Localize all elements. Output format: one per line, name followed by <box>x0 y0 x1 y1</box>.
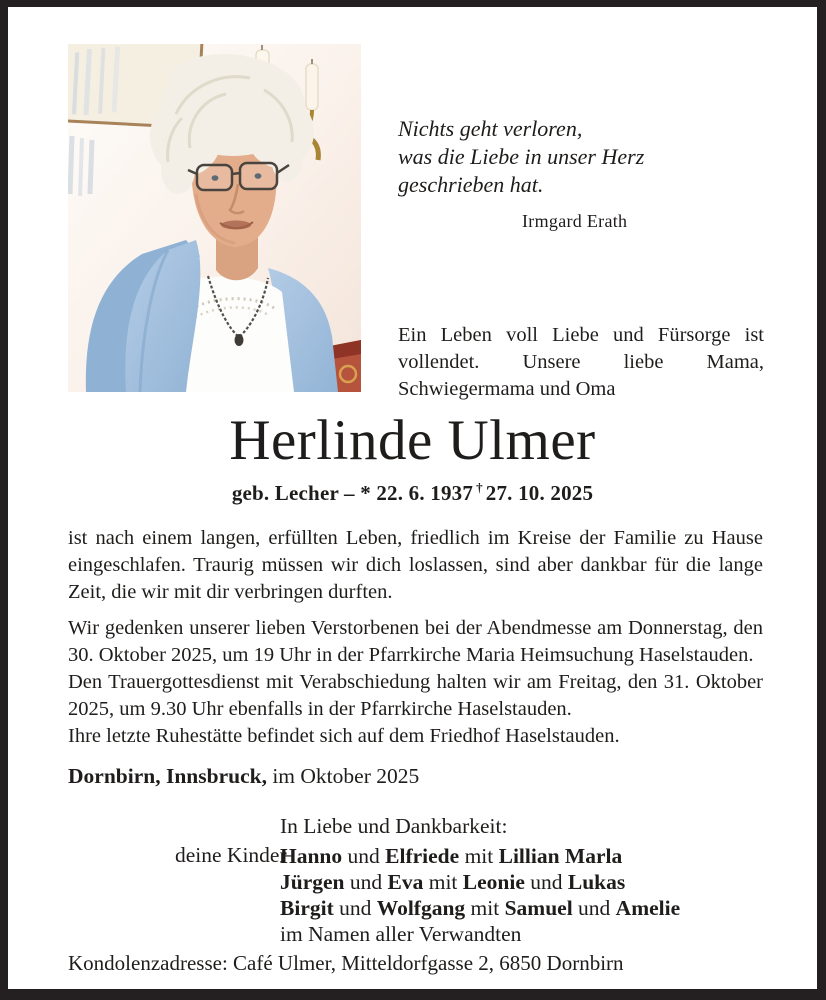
text-segment: im Namen aller Verwandten <box>280 922 522 946</box>
paragraph-text: ist nach einem langen, erfüllten Leben, friedlich im Kreise der Familie zu Hause eingeschlafen. Traurig müssen wir dich loslassen, sind aber dankbar für die lange Zeit, die wir mit dir verbringen durften. <box>68 527 763 603</box>
quote-line: was die Liebe in unser Herz <box>398 144 645 169</box>
text-segment: Lukas <box>567 870 626 894</box>
family-row <box>280 843 680 869</box>
text-segment: geb. Lecher – * 22. 6. 1937 <box>231 481 474 505</box>
quote-attribution: Irmgard Erath <box>522 211 628 231</box>
deceased-name: Herlinde Ulmer <box>229 409 596 472</box>
city-date-line <box>68 764 419 789</box>
text-segment: Leonie <box>462 870 525 894</box>
quote-line: Nichts geht verloren, <box>398 116 583 141</box>
family-row-closing <box>280 921 680 947</box>
memorial-quote <box>398 115 698 235</box>
text-segment: Eva <box>387 870 424 894</box>
text-segment: Elfriede <box>385 844 460 868</box>
text-segment: † <box>476 480 483 495</box>
family-row <box>280 895 680 921</box>
paragraph-text: Ihre letzte Ruhestätte befindet sich auf dem Friedhof Haselstauden. <box>68 725 620 747</box>
text-segment: Hanno <box>280 844 343 868</box>
paragraph-text: Wir gedenken unserer lieben Verstorbenen bei der Abendmesse am Donnerstag, den 30. Oktober 2025, um 19 Uhr in der Pfarrkirche Maria Heimsuchung Haselstauden. <box>68 617 763 666</box>
text-segment: mit <box>459 844 499 868</box>
children-label: deine Kinder <box>175 843 287 867</box>
text-segment: und <box>342 844 386 868</box>
text-segment: und <box>344 870 388 894</box>
portrait-photo-graphic <box>68 44 361 392</box>
text-segment: und <box>572 896 616 920</box>
tribute-heading: In Liebe und Dankbarkeit: <box>280 814 508 838</box>
condolence-address: Kondolenzadresse: Café Ulmer, Mitteldorfgasse 2, 6850 Dornbirn <box>68 951 624 975</box>
text-segment: und <box>333 896 377 920</box>
text-segment: Birgit <box>280 896 334 920</box>
portrait-photo <box>68 44 361 392</box>
body-paragraph-1 <box>68 525 763 606</box>
text-segment: im Oktober 2025 <box>266 764 420 788</box>
text-segment: Samuel <box>504 896 573 920</box>
paragraph-text: Den Trauergottesdienst mit Verabschiedung halten wir am Freitag, den 31. Oktober 2025, um 9.30 Uhr ebenfalls in der Pfarrkirche Haselstauden. <box>68 671 763 720</box>
family-row <box>280 869 680 895</box>
intro-text: Ein Leben voll Liebe und Fürsorge ist vollendet. Unsere liebe Mama, Schwiegermama und Oma <box>398 324 764 400</box>
text-segment: Jürgen <box>280 870 345 894</box>
text-segment: Lillian Marla <box>498 844 623 868</box>
quote-line: geschrieben hat. <box>398 172 544 197</box>
birth-death-dates <box>8 480 817 506</box>
text-segment: Amelie <box>615 896 681 920</box>
text-segment: mit <box>423 870 463 894</box>
text-segment: Dornbirn, Innsbruck, <box>68 764 267 788</box>
body-paragraph-2 <box>68 615 763 750</box>
children-names <box>280 843 680 947</box>
text-segment: 27. 10. 2025 <box>485 481 594 505</box>
text-segment: und <box>524 870 568 894</box>
text-segment: Wolfgang <box>376 896 466 920</box>
text-segment: mit <box>465 896 505 920</box>
